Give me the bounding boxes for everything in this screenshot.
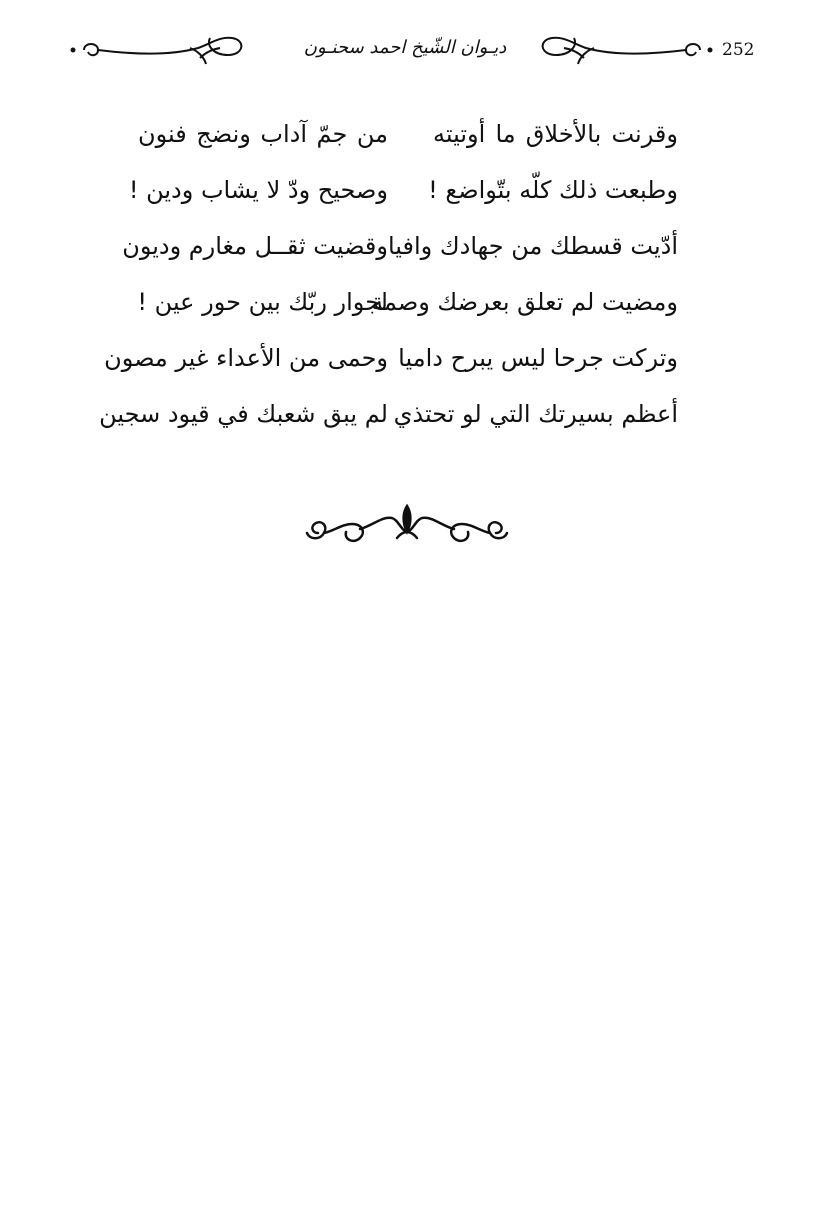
verse-second-hemistich: لم يبق شعبك في قيود سجين	[99, 400, 388, 428]
verse-second-hemistich: وقضيت ثقــل مغارم وديون	[122, 232, 388, 260]
verse-first-hemistich: وتركت جرحا ليس يبرح داميا	[398, 344, 678, 372]
verse-second-hemistich: وحمى من الأعداء غير مصون	[104, 344, 388, 372]
closing-fleuron-divider-icon	[300, 502, 514, 552]
verse	[122, 222, 678, 278]
verse	[128, 166, 678, 222]
verse-first-hemistich: وقرنت بالأخلاق ما أوتيته	[433, 120, 678, 148]
poem	[99, 110, 678, 446]
verse	[138, 110, 678, 166]
running-title: ديـوان الشّيخ احمد سحنـون	[303, 37, 507, 58]
verse-first-hemistich: وطبعت ذلك كلّه بتّواضع !	[428, 176, 678, 204]
verse-first-hemistich: أدّيت قسطك من جهادك وافيا	[387, 232, 678, 260]
verse-second-hemistich: وصحيح ودّ لا يشاب ودين !	[128, 176, 388, 204]
page-number: 252	[722, 40, 755, 60]
verse-first-hemistich: أعظم بسيرتك التي لو تحتذي	[393, 400, 678, 428]
verse	[138, 278, 678, 334]
verse	[104, 334, 678, 390]
verse	[99, 390, 678, 446]
verse-second-hemistich: من جمّ آداب ونضج فنون	[138, 120, 388, 148]
right-scroll-flourish-icon	[543, 38, 713, 64]
verse-first-hemistich: ومضيت لم تعلق بعرضك وصمة	[371, 288, 678, 316]
left-scroll-flourish-icon	[71, 38, 242, 64]
verse-second-hemistich: لجوار ربّك بين حور عين !	[137, 288, 388, 316]
